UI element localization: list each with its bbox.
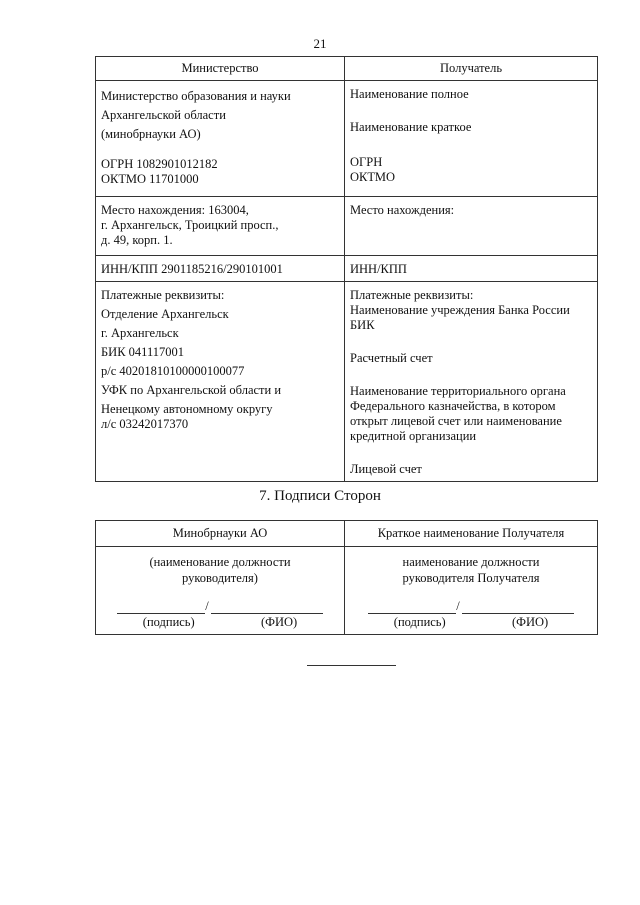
ministry-payment-cell <box>96 282 345 482</box>
position-line: (наименование должности <box>149 555 291 569</box>
recipient-name-cell <box>345 81 598 197</box>
position-line: руководителя) <box>182 571 258 585</box>
signatures-header-row <box>96 521 598 547</box>
sign-label: (подпись) <box>393 615 446 629</box>
ministry-location-cell <box>96 197 345 256</box>
ministry-signature-cell <box>96 547 345 635</box>
sign-label: (подпись) <box>142 615 195 629</box>
signature-separator: / <box>205 599 209 613</box>
end-divider <box>307 665 396 666</box>
text-line: кредитной организации <box>350 429 477 443</box>
recipient-oktmo-label: ОКТМО <box>350 170 395 184</box>
text-line: Место нахождения: 163004, <box>101 203 249 217</box>
text-line: Лицевой счет <box>350 462 422 476</box>
position-line: руководителя Получателя <box>402 571 540 585</box>
recipient-inn-cell <box>345 256 598 282</box>
ministry-inn: ИНН/КПП 2901185216/290101001 <box>101 262 283 276</box>
text-line: Архангельской области <box>101 108 226 122</box>
signatures-table <box>95 520 598 635</box>
requisites-table <box>95 56 598 482</box>
text-line: Отделение Архангельск <box>101 307 229 321</box>
recipient-ogrn-label: ОГРН <box>350 155 383 169</box>
recipient-location-cell <box>345 197 598 256</box>
text-line: Ненецкому автономному округу <box>101 402 273 416</box>
payment-row <box>96 282 598 482</box>
text-line: д. 49, корп. 1. <box>101 233 173 247</box>
signature-line <box>349 598 593 614</box>
text-line: открыт лицевой счет или наименование <box>350 414 562 428</box>
recipient-short-name-label: Наименование краткое <box>350 120 472 134</box>
text-line: БИК 041117001 <box>101 345 184 359</box>
ministry-inn-cell <box>96 256 345 282</box>
text-line: Наименование учреждения Банка России <box>350 303 570 317</box>
ministry-ogrn: ОГРН 1082901012182 <box>101 157 218 171</box>
location-row <box>96 197 598 256</box>
ministry-column-header: Министерство <box>96 57 345 81</box>
recipient-payment-cell <box>345 282 598 482</box>
text-line: Платежные реквизиты: <box>101 288 225 302</box>
text-line: (минобрнауки АО) <box>101 127 201 141</box>
text-line: БИК <box>350 318 375 332</box>
signature-labels <box>349 614 593 630</box>
ministry-name-cell <box>96 81 345 197</box>
recipient-signature-header: Краткое наименование Получателя <box>345 521 598 547</box>
recipient-full-name-label: Наименование полное <box>350 87 469 101</box>
text-line: л/с 03242017370 <box>101 417 189 431</box>
text-line: г. Архангельск <box>101 326 179 340</box>
name-label: (ФИО) <box>511 615 549 629</box>
ministry-signature-header: Минобрнауки АО <box>96 521 345 547</box>
signature-separator: / <box>456 599 460 613</box>
text-line: Расчетный счет <box>350 351 433 365</box>
recipient-location-label: Место нахождения: <box>350 203 455 217</box>
text-line: Министерство образования и науки <box>101 89 291 103</box>
text-line: г. Архангельск, Троицкий просп., <box>101 218 279 232</box>
requisites-header-row <box>96 57 598 81</box>
recipient-inn-label: ИНН/КПП <box>350 262 407 276</box>
name-label: (ФИО) <box>260 615 298 629</box>
text-line: УФК по Архангельской области и <box>101 383 282 397</box>
text-line: Федерального казначейства, в котором <box>350 399 556 413</box>
recipient-signature-cell <box>345 547 598 635</box>
section-title: 7. Подписи Сторон <box>259 488 381 504</box>
signature-line <box>100 598 340 614</box>
inn-row <box>96 256 598 282</box>
signature-labels <box>100 614 340 630</box>
text-line: Наименование территориального органа <box>350 384 566 398</box>
position-line: наименование должности <box>402 555 540 569</box>
name-row <box>96 81 598 197</box>
signatures-row <box>96 547 598 635</box>
page-number: 21 <box>313 36 327 51</box>
recipient-column-header: Получатель <box>345 57 598 81</box>
text-line: Платежные реквизиты: <box>350 288 474 302</box>
text-line: р/с 40201810100000100077 <box>101 364 245 378</box>
ministry-oktmo: ОКТМО 11701000 <box>101 172 199 186</box>
